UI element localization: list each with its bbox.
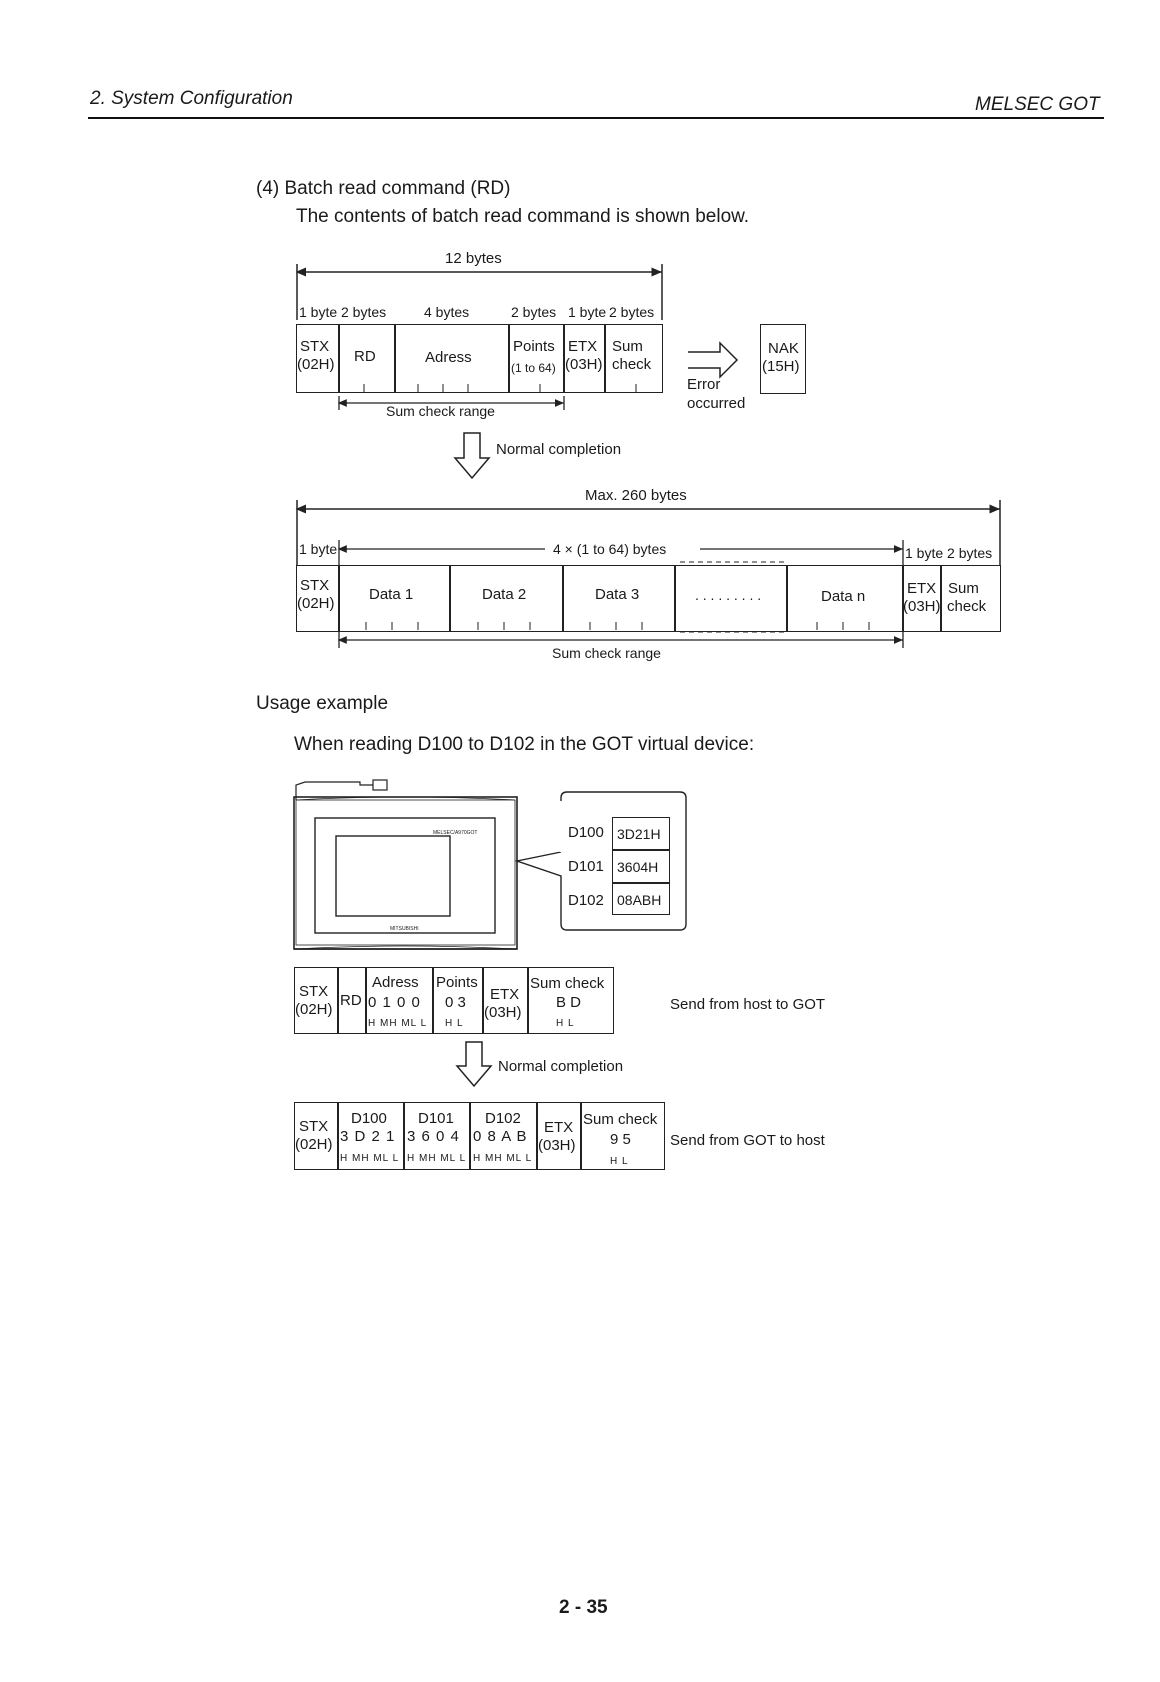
send-sum-header: Sum check	[530, 975, 605, 992]
divider	[482, 967, 484, 1034]
cmd-points: Points	[513, 338, 555, 355]
divider	[432, 967, 434, 1034]
intro-text: The contents of batch read command is shown below.	[296, 206, 750, 227]
byte-label-adress: 4 bytes	[424, 304, 470, 320]
normal-completion-label-2: Normal completion	[498, 1058, 624, 1075]
recv-etx: ETX	[544, 1119, 574, 1136]
send-adress-sub: H MH ML L	[368, 1018, 428, 1029]
sum-check-range-label-2: Sum check range	[552, 645, 661, 661]
recv-sum-sub: H L	[610, 1156, 629, 1167]
recv-d100-value: 3 D 2 1	[340, 1128, 396, 1145]
resp-ellipsis: . . . . . . . . .	[695, 587, 762, 603]
cmd-sum: Sum	[612, 338, 643, 355]
cmd-stx-code: (02H)	[297, 356, 335, 373]
recv-d101-header: D101	[418, 1110, 454, 1127]
usage-desc: When reading D100 to D102 in the GOT virtual device:	[294, 734, 755, 755]
divider	[612, 882, 670, 884]
send-sum-sub: H L	[556, 1018, 575, 1029]
send-rd: RD	[340, 992, 362, 1009]
recv-direction-label: Send from GOT to host	[670, 1132, 825, 1149]
recv-etx-code: (03H)	[538, 1137, 576, 1154]
got-brand-top: MELSEC/A970GOT	[433, 830, 478, 836]
divider	[394, 324, 396, 393]
recv-stx: STX	[299, 1118, 329, 1135]
recv-d102-value: 0 8 A B	[473, 1128, 528, 1145]
cmd-sum-check: check	[612, 356, 652, 373]
divider	[338, 565, 340, 632]
recv-d100-sub: H MH ML L	[340, 1153, 400, 1164]
brand-heading: MELSEC GOT	[975, 94, 1100, 115]
divider	[580, 1102, 582, 1170]
resp-data-3: Data 3	[595, 586, 640, 603]
divider	[469, 1102, 471, 1170]
resp-sum: Sum	[948, 580, 979, 597]
resp-data-1: Data 1	[369, 586, 414, 603]
recv-sum-header: Sum check	[583, 1111, 658, 1128]
send-stx: STX	[299, 983, 329, 1000]
recv-d101-value: 3 6 0 4	[407, 1128, 460, 1145]
nak-label: NAK	[768, 340, 799, 357]
divider	[536, 1102, 538, 1170]
divider	[562, 565, 564, 632]
error-occurred-label: occurred	[687, 395, 746, 412]
byte-label-rd: 2 bytes	[341, 304, 387, 320]
divider	[337, 967, 339, 1034]
recv-d102-sub: H MH ML L	[473, 1153, 533, 1164]
recv-d102-header: D102	[485, 1110, 521, 1127]
cmd-stx: STX	[300, 338, 330, 355]
device-name-d101: D101	[568, 858, 604, 875]
sum-check-range-label: Sum check range	[386, 403, 495, 419]
send-direction-label: Send from host to GOT	[670, 996, 826, 1013]
byte-label-etx: 1 byte	[568, 304, 607, 320]
normal-completion-label-1: Normal completion	[496, 441, 622, 458]
divider	[612, 849, 670, 851]
send-etx-code: (03H)	[484, 1004, 522, 1021]
nak-code: (15H)	[762, 358, 800, 375]
device-name-d100: D100	[568, 824, 604, 841]
divider	[508, 324, 510, 393]
resp-data-bytes: 4 × (1 to 64) bytes	[553, 541, 667, 557]
send-points-sub: H L	[445, 1018, 464, 1029]
usage-title: Usage example	[256, 693, 389, 714]
device-value-d100: 3D21H	[617, 826, 661, 842]
resp-data-2: Data 2	[482, 586, 527, 603]
device-value-d101: 3604H	[617, 859, 659, 875]
resp-tail-bytes: 1 byte 2 bytes	[905, 545, 993, 561]
send-adress-header: Adress	[372, 974, 419, 991]
byte-label-stx: 1 byte	[299, 304, 338, 320]
resp-data-n: Data n	[821, 588, 866, 605]
recv-stx-code: (02H)	[295, 1136, 333, 1153]
device-name-d102: D102	[568, 892, 604, 909]
device-value-d102: 08ABH	[617, 892, 662, 908]
error-label: Error	[687, 376, 721, 393]
divider	[365, 967, 367, 1034]
divider	[674, 565, 676, 632]
divider	[604, 324, 606, 393]
send-points-value: 0 3	[445, 994, 466, 1011]
send-points-header: Points	[436, 974, 478, 991]
command-frame	[296, 324, 663, 393]
recv-sum-value: 9 5	[610, 1131, 631, 1148]
send-etx: ETX	[490, 986, 520, 1003]
resp-etx: ETX	[907, 580, 937, 597]
resp-first-byte: 1 byte	[299, 541, 338, 557]
divider	[403, 1102, 405, 1170]
send-adress-value: 0 1 0 0	[368, 994, 421, 1011]
divider	[338, 324, 340, 393]
page-number: 2 - 35	[559, 1597, 608, 1618]
byte-label-sum: 2 bytes	[609, 304, 655, 320]
cmd-etx: ETX	[568, 338, 598, 355]
cmd-points-range: (1 to 64)	[511, 361, 556, 375]
resp-etx-code: (03H)	[903, 598, 941, 615]
send-stx-code: (02H)	[295, 1001, 333, 1018]
divider	[527, 967, 529, 1034]
cmd-adress: Adress	[425, 349, 472, 366]
resp-sum-check: check	[947, 598, 987, 615]
divider	[786, 565, 788, 632]
cmd-etx-code: (03H)	[565, 356, 603, 373]
got-brand-bottom: MITSUBISHI	[390, 926, 419, 932]
recv-d101-sub: H MH ML L	[407, 1153, 467, 1164]
recv-d100-header: D100	[351, 1110, 387, 1127]
section-heading: 2. System Configuration	[90, 88, 293, 109]
divider	[449, 565, 451, 632]
cmd-rd: RD	[354, 348, 376, 365]
max-bytes-label: Max. 260 bytes	[585, 487, 687, 504]
total-bytes-label: 12 bytes	[445, 250, 502, 267]
section-title: (4) Batch read command (RD)	[256, 178, 511, 199]
resp-stx: STX	[300, 577, 330, 594]
resp-stx-code: (02H)	[297, 595, 335, 612]
send-sum-value: B D	[556, 994, 582, 1011]
byte-label-points: 2 bytes	[511, 304, 557, 320]
divider	[337, 1102, 339, 1170]
